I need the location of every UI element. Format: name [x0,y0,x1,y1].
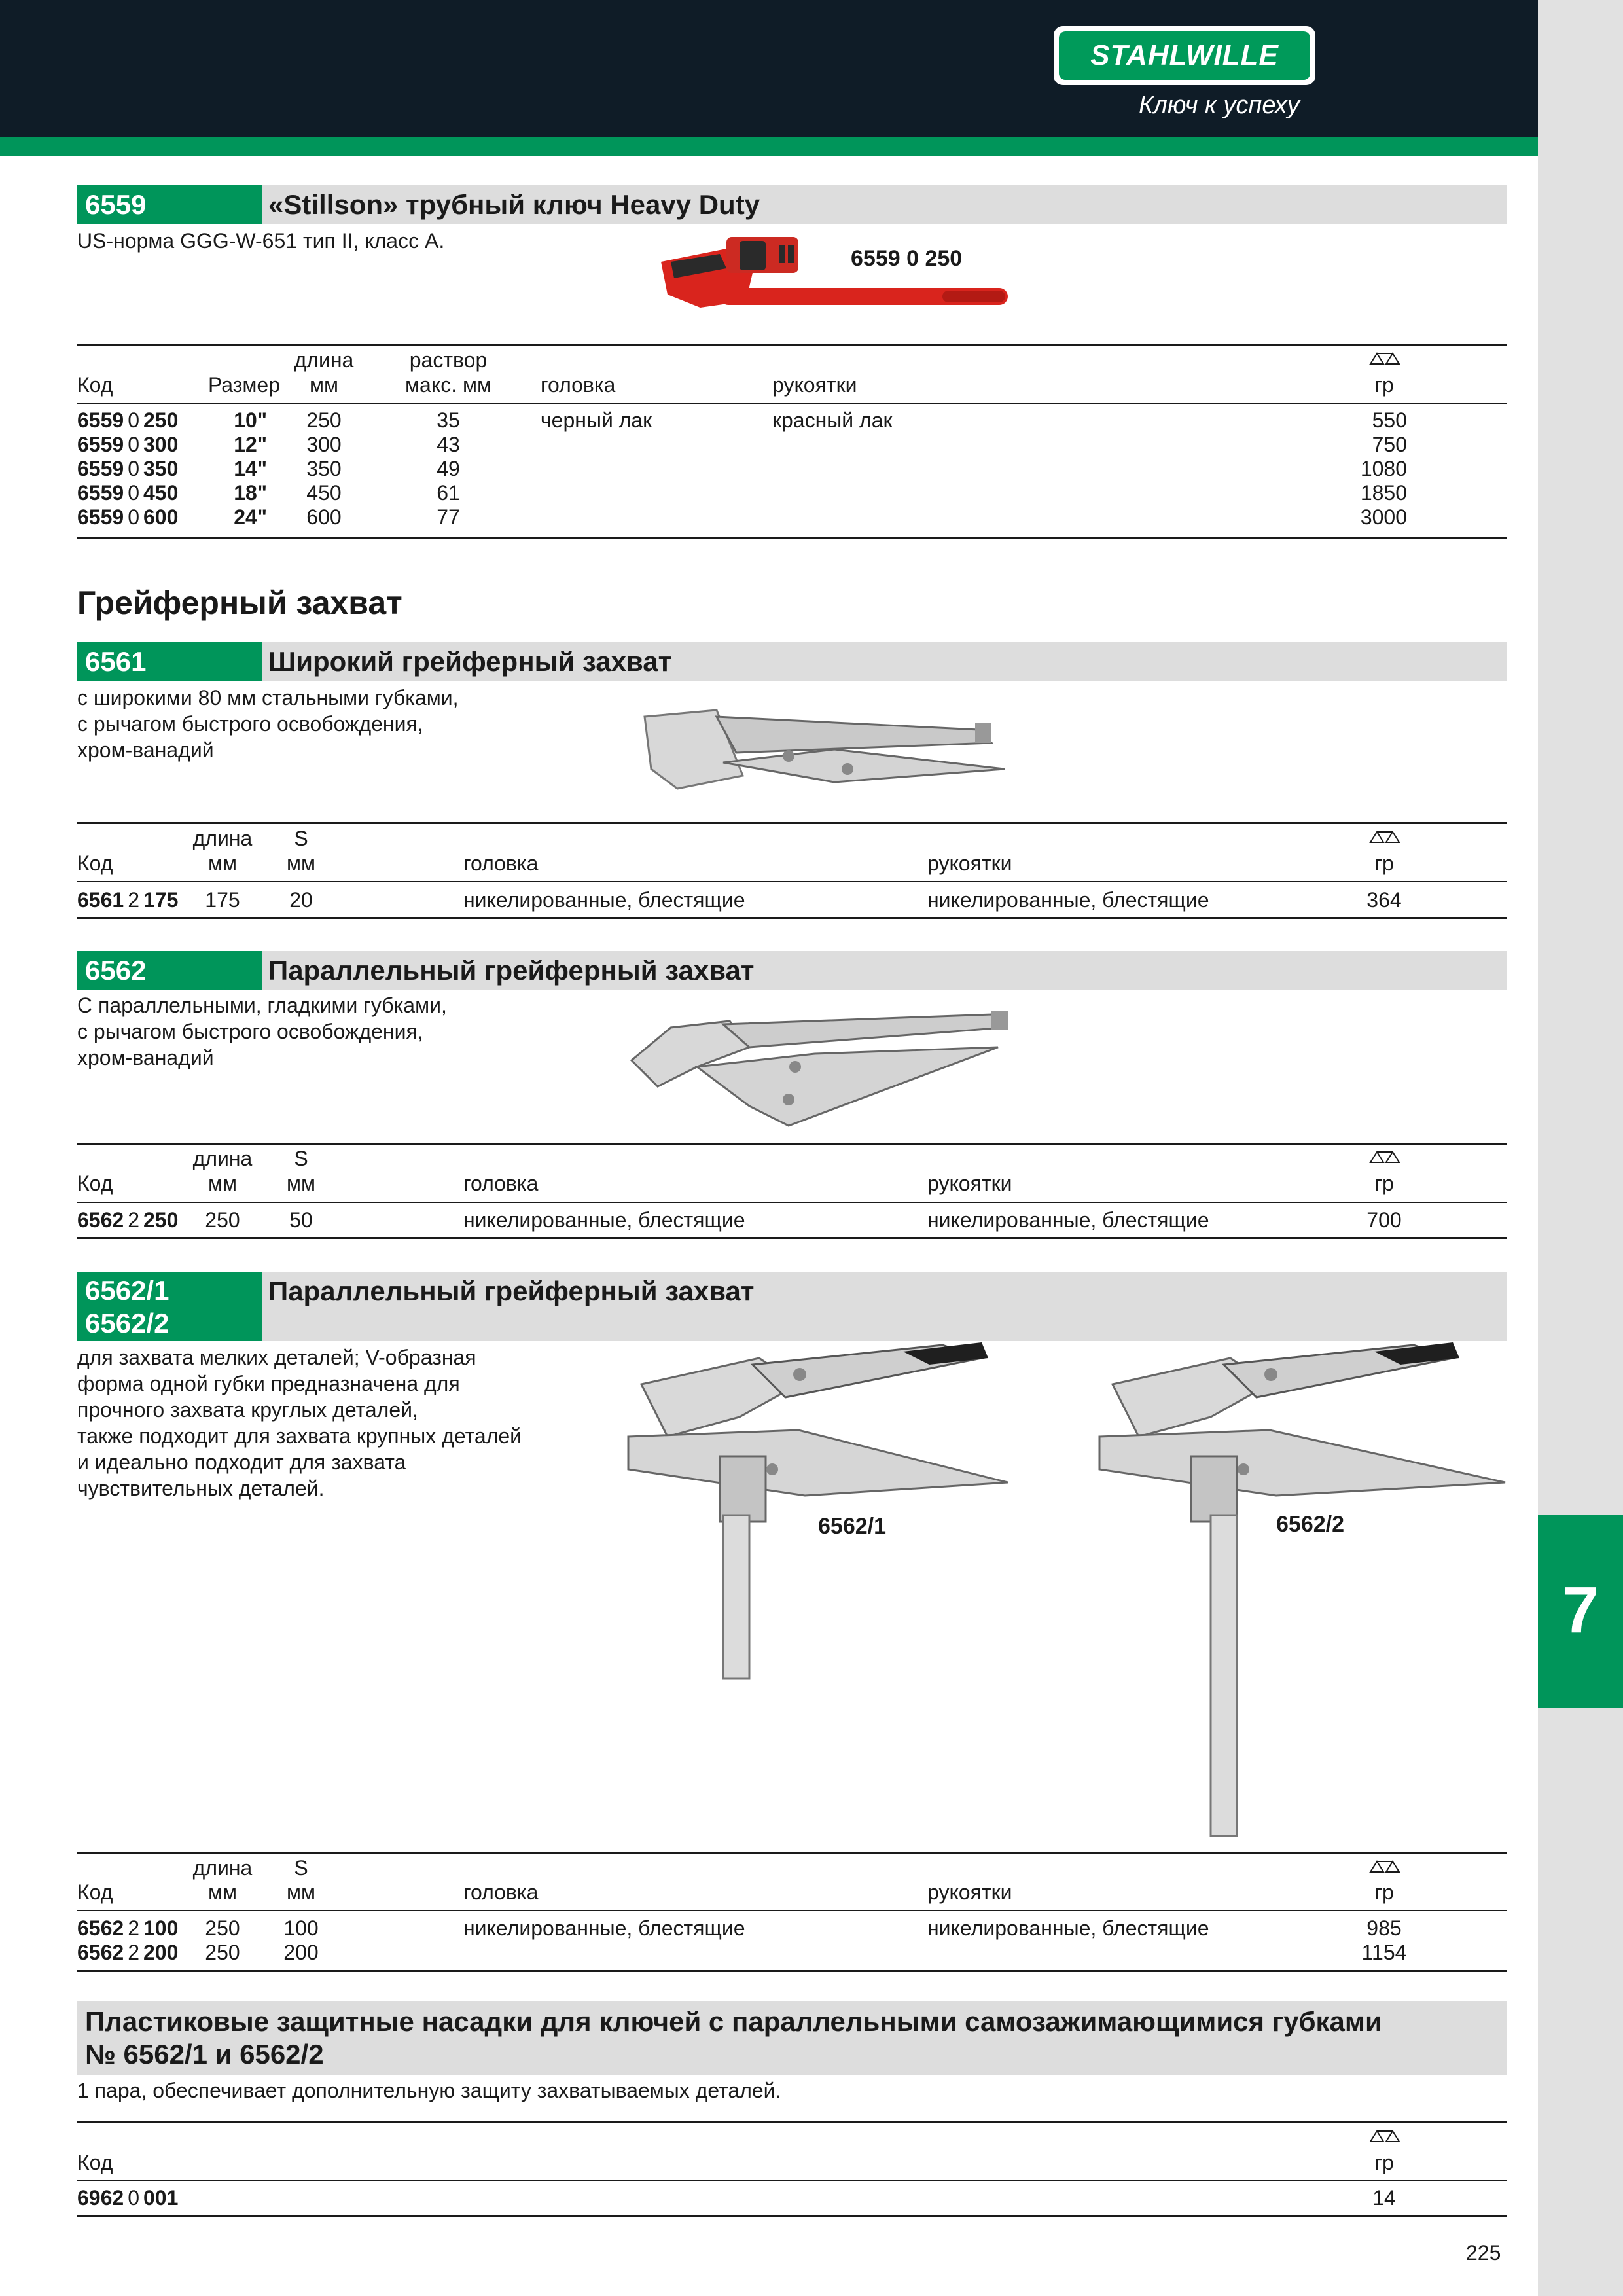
product-title: «Stillson» трубный ключ Heavy Duty [268,189,760,220]
weight-cell: 985 [1366,1916,1402,1940]
table-rule-top [77,1852,1507,1854]
table-rule-bottom [77,537,1507,539]
table-row [0,1208,1538,1232]
chapter-number: 7 [1562,1573,1599,1647]
col-s-top: S [294,1856,308,1880]
section-bar-plastic [77,2001,1507,2075]
handles-cell: красный лак [772,408,893,432]
s-cell: 20 [289,888,313,912]
section-bar-6562-1-2 [77,1272,1507,1341]
length-cell: 600 [306,505,342,529]
scale-icon [1368,829,1402,846]
table-row [0,457,1538,481]
col-weight: гр [1374,2151,1394,2174]
col-head: головка [463,1880,539,1904]
image-label: 6562/2 [1276,1512,1344,1537]
weight-cell: 1850 [1360,481,1407,505]
col-length-unit: мм [310,373,338,397]
weight-cell: 364 [1366,888,1402,912]
col-length-top: длина [192,1856,253,1880]
handles-cell: никелированные, блестящие [927,1916,1209,1940]
table-rule-bottom [77,1237,1507,1239]
col-length-top: длина [192,1147,253,1170]
col-weight: гр [1374,1172,1394,1195]
length-cell: 300 [306,433,342,456]
weight-cell: 750 [1372,433,1407,456]
section-bar-6559 [77,185,1507,224]
length-cell: 250 [205,1916,240,1940]
article-code: 6962 0 001 [77,2186,179,2210]
length-cell: 250 [205,1208,240,1232]
col-length-top: длина [294,348,354,372]
opening-cell: 77 [437,505,460,529]
product-code: 6559 [77,185,262,224]
weight-cell: 700 [1366,1208,1402,1232]
article-code: 6562 2 100 [77,1916,179,1940]
clamp-6562-2-image [1073,1338,1518,1849]
size-cell: 18" [234,481,267,505]
scale-icon [1368,2128,1402,2145]
table-rule-mid [77,403,1507,404]
col-weight: гр [1374,1880,1394,1904]
article-code: 6559 0 600 [77,505,179,529]
table-row [0,481,1538,505]
length-cell: 250 [205,1941,240,1964]
product-title: Параллельный грейферный захват [268,1276,755,1306]
handles-cell: никелированные, блестящие [927,888,1209,912]
product-description: С параллельными, гладкими губками, с рычагом быстрого освобождения, хром-ванадий [77,994,447,1069]
table-rule-top [77,2121,1507,2123]
article-code: 6562 2 200 [77,1941,179,1964]
scale-icon [1368,351,1402,368]
col-code: Код [77,2151,113,2174]
length-cell: 175 [205,888,240,912]
product-codes [77,1272,262,1341]
parallel-grip-plier-image [618,1001,1024,1132]
col-handles: рукоятки [927,1880,1012,1904]
head-cell: никелированные, блестящие [463,888,745,912]
head-cell: черный лак [541,408,652,432]
article-code: 6559 0 300 [77,433,179,456]
col-code: Код [77,373,113,397]
section-bar-6562 [77,951,1507,990]
s-cell: 100 [283,1916,319,1940]
opening-cell: 49 [437,457,460,480]
table-row [0,888,1538,912]
article-code: 6559 0 450 [77,481,179,505]
col-s-unit: мм [287,1172,315,1195]
section-bar-6561 [77,642,1507,681]
product-code: 6562/1 [85,1275,169,1306]
weight-cell: 1154 [1361,1941,1407,1964]
s-cell: 50 [289,1208,313,1232]
opening-cell: 43 [437,433,460,456]
clamp-6562-1-image [589,1338,1021,1705]
col-s-unit: мм [287,852,315,875]
length-cell: 450 [306,481,342,505]
side-strip [1538,0,1623,2296]
col-code: Код [77,1172,113,1195]
weight-cell: 14 [1372,2186,1396,2210]
brand-slogan: Ключ к успеху [1139,92,1300,119]
table-rule-bottom [77,2215,1507,2217]
length-cell: 350 [306,457,342,480]
col-s-top: S [294,827,308,850]
head-cell: никелированные, блестящие [463,1916,745,1940]
table-rule-mid [77,1202,1507,1203]
chapter-tab [1538,1515,1623,1708]
table-rule-bottom [77,917,1507,919]
wide-grip-plier-image [638,691,1018,821]
table-row [0,2186,1538,2210]
product-title: Параллельный грейферный захват [268,955,755,986]
weight-cell: 550 [1372,408,1407,432]
scale-icon [1368,1149,1402,1166]
table-rule-bottom [77,1970,1507,1972]
size-cell: 24" [234,505,267,529]
image-label: 6562/1 [818,1514,886,1539]
col-code: Код [77,852,113,875]
col-handles: рукоятки [927,852,1012,875]
s-cell: 200 [283,1941,319,1964]
col-head: головка [463,852,539,875]
table-rule-top [77,1143,1507,1145]
head-cell: никелированные, блестящие [463,1208,745,1232]
table-rule-top [77,344,1507,346]
table-rule-mid [77,881,1507,882]
col-head: головка [541,373,616,397]
table-rule-top [77,822,1507,824]
col-length-unit: мм [208,852,237,875]
pipe-wrench-image [648,223,1027,334]
size-cell: 14" [234,457,267,480]
col-size: Размер [208,373,280,397]
handles-cell: никелированные, блестящие [927,1208,1209,1232]
opening-cell: 35 [437,408,460,432]
table-row [0,505,1538,529]
col-handles: рукоятки [927,1172,1012,1195]
col-length-unit: мм [208,1172,237,1195]
article-code: 6559 0 250 [77,408,179,432]
col-handles: рукоятки [772,373,857,397]
table-row [0,433,1538,457]
table-row [0,408,1538,433]
article-code: 6561 2 175 [77,888,179,912]
page-number: 225 [1466,2241,1501,2265]
weight-cell: 1080 [1360,457,1407,480]
group-title: Грейферный захват [77,584,402,621]
article-code: 6562 2 250 [77,1208,179,1232]
accessory-title-line1: Пластиковые защитные насадки для ключей с параллельными самозажимающимися губками [85,2006,1382,2037]
size-cell: 10" [234,408,267,432]
table-row [0,1941,1538,1965]
product-code: 6562 [77,951,262,990]
opening-cell: 61 [437,481,460,505]
length-cell: 250 [306,408,342,432]
col-opening-top: раствор [409,348,488,372]
col-weight: гр [1374,852,1394,875]
accessory-title-line2: № 6562/1 и 6562/2 [85,2039,324,2070]
col-length-top: длина [192,827,253,850]
weight-cell: 3000 [1360,505,1407,529]
product-description: US-норма GGG-W-651 тип II, класс A. [77,229,445,253]
product-code: 6561 [77,642,262,681]
col-head: головка [463,1172,539,1195]
product-title: Широкий грейферный захват [268,646,672,677]
col-s-unit: мм [287,1880,315,1904]
product-description: с широкими 80 мм стальными губками, с рычагом быстрого освобождения, хром-ванадий [77,686,459,762]
brand-logo-text: STAHLWILLE [1059,31,1310,80]
product-code: 6562/2 [85,1308,169,1338]
col-weight: гр [1374,373,1394,397]
product-description: для захвата мелких деталей; V-образная форма одной губки предназначена для прочного захвата круглых деталей, также подходит для захвата крупных деталей и идеально подходит для захвата чувствительных деталей. [77,1346,522,1500]
col-code: Код [77,1880,113,1904]
article-code: 6559 0 350 [77,457,179,480]
size-cell: 12" [234,433,267,456]
col-s-top: S [294,1147,308,1170]
table-row [0,1916,1538,1941]
image-label: 6559 0 250 [851,246,963,271]
table-rule-mid [77,2180,1507,2181]
header-stripe [0,137,1538,156]
table-rule-mid [77,1910,1507,1911]
accessory-description: 1 пара, обеспечивает дополнительную защиту захватываемых деталей. [77,2079,781,2102]
scale-icon [1368,1859,1402,1876]
col-opening-unit: макс. мм [405,373,491,397]
col-length-unit: мм [208,1880,237,1904]
